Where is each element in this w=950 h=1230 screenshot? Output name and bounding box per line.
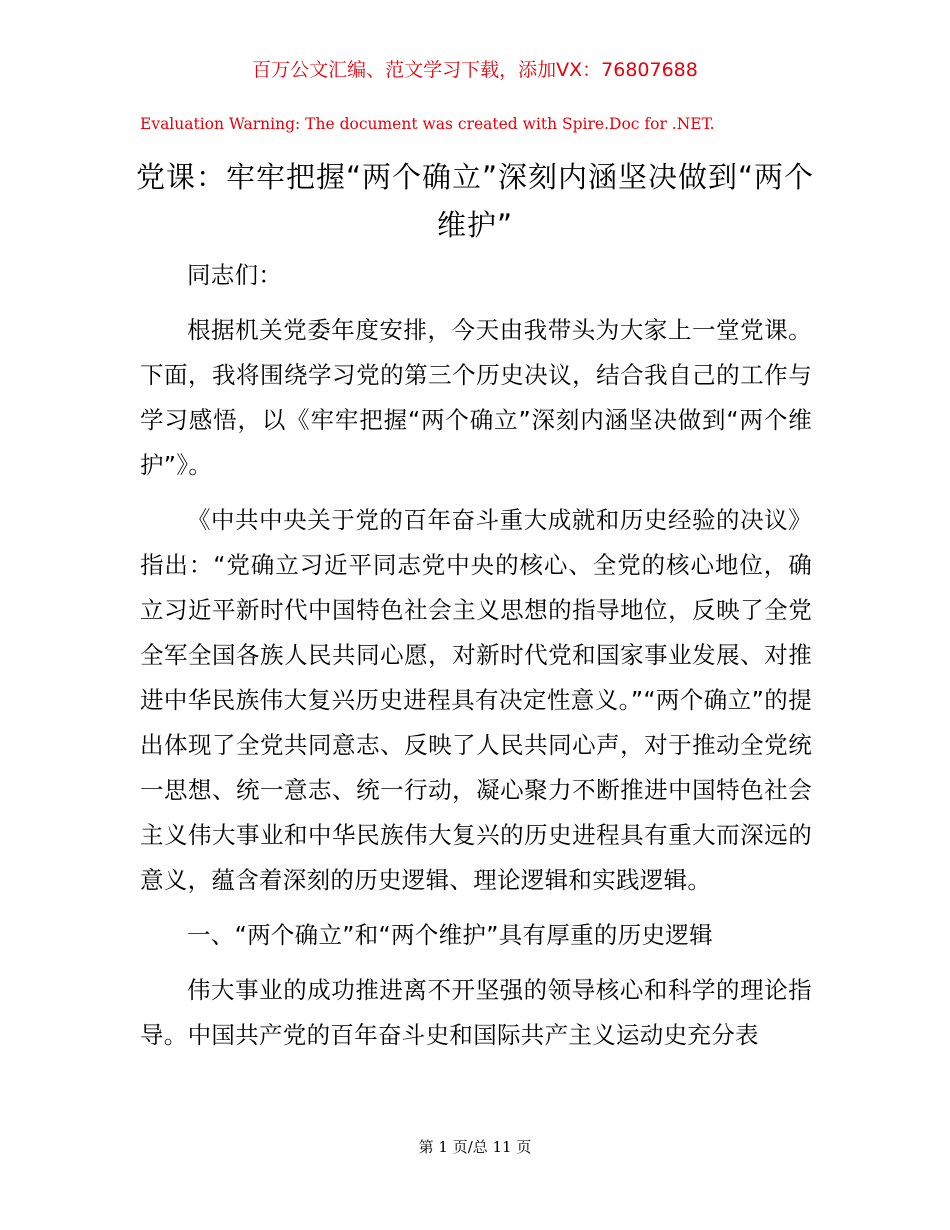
evaluation-warning: Evaluation Warning: The document was created with Spire.Doc for .NET. [140,115,715,133]
section-1-paragraph: 伟大事业的成功推进离不开坚强的领导核心和科学的理论指导。中国共产党的百年奋斗史和国际共产主义运动史充分表 [140,976,812,1049]
document-body [140,253,812,1068]
greeting-paragraph: 同志们： [187,261,283,289]
intro-paragraph: 根据机关党委年度安排，今天由我带头为大家上一堂党课。下面，我将围绕学习党的第三个历史决议，结合我自己的工作与学习感悟，以《牢牢把握“两个确立”深刻内涵坚决做到“两个维护”》。 [140,316,812,479]
page-number-footer: 第 1 页/总 11 页 [418,1138,532,1156]
header-banner: 百万公文汇编、范文学习下载，添加VX：76807688 [252,59,698,81]
resolution-quote-paragraph: 《中共中央关于党的百年奋斗重大成就和历史经验的决议》指出：“党确立习近平同志党中央的核心、全党的核心地位，确立习近平新时代中国特色社会主义思想的指导地位，反映了全党全军全国各族人民共同心愿，对新时代党和国家事业发展、对推进中华民族伟大复兴历史进程具有决定性意义。”“两个确立”的提出体现了全党共同意志、反映了人民共同心声，对于推动全党统一思想、统一意志、统一行动，凝心聚力不断推进中国特色社会主义伟大事业和中华民族伟大复兴的历史进程具有重大而深远的意义，蕴含着深刻的历史逻辑、理论逻辑和实践逻辑。 [140,506,812,894]
section-heading-1: 一、“两个确立”和“两个维护”具有厚重的历史逻辑 [187,921,713,949]
document-title: 党课：牢牢把握“两个确立”深刻内涵坚决做到“两个维护” [135,160,815,242]
